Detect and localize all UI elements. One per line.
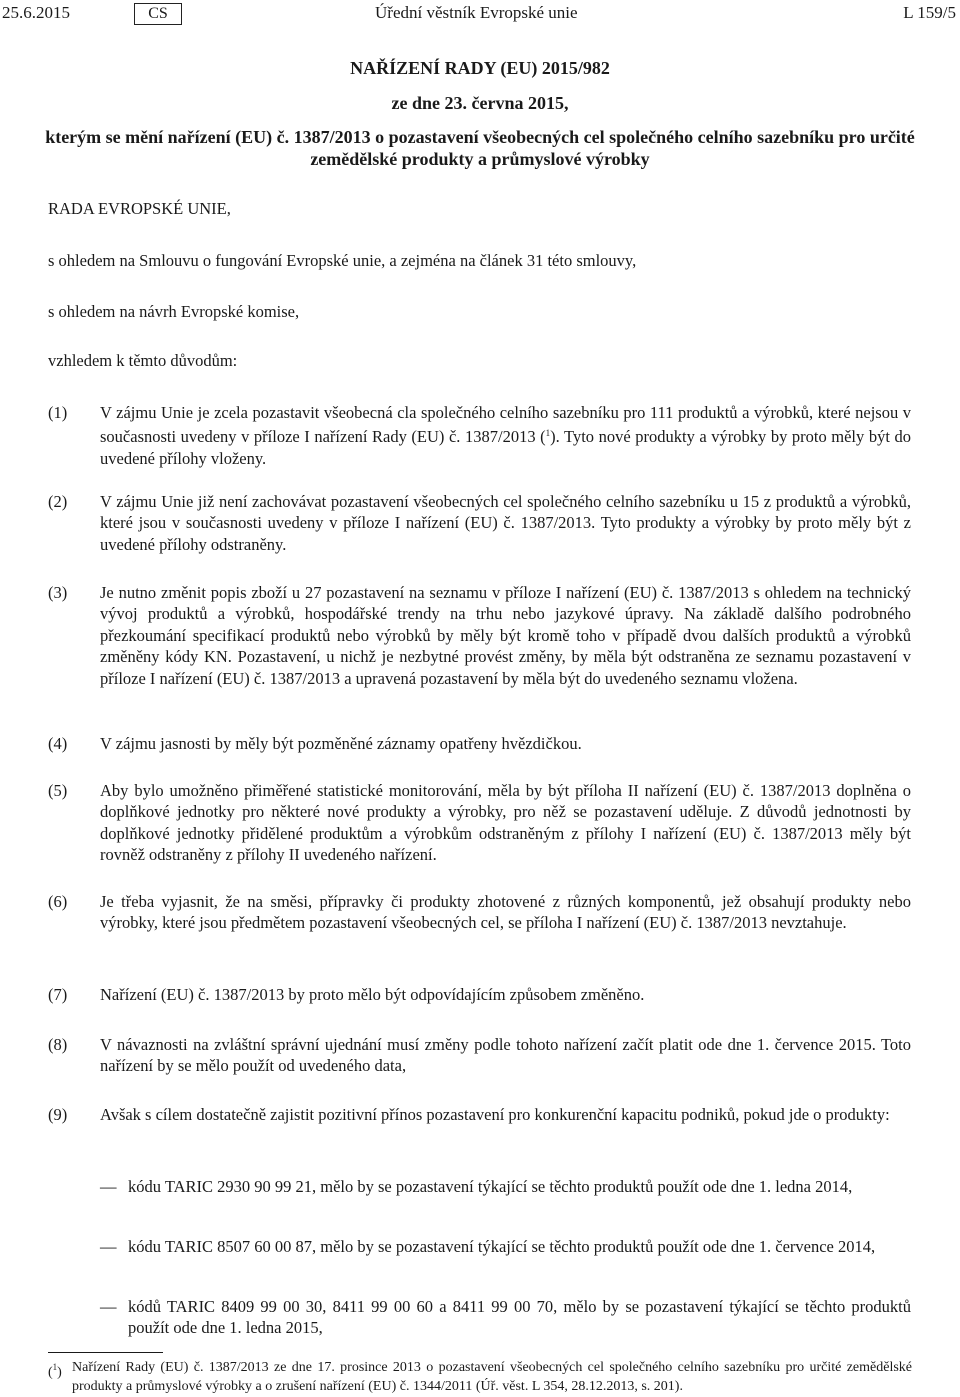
recital-number: (2) (48, 492, 68, 511)
list-item-text: kódu TARIC 8507 60 00 87, mělo by se pozastavení týkající se těchto produktů použít ode dne 1. července 2014, (128, 1237, 876, 1256)
page-header (0, 0, 960, 28)
recital-number: (7) (48, 985, 68, 1004)
regulation-date: ze dne 23. června 2015, (391, 93, 569, 113)
regulation-subject: kterým se mění nařízení (EU) č. 1387/2013 o pozastavení všeobecných cel společného celního sazebníku pro určité zemědělské produkty a průmyslové výrobky (45, 127, 915, 169)
preamble-proposal: s ohledem na návrh Evropské komise, (48, 302, 300, 321)
dash-bullet: — (100, 1297, 117, 1316)
recital-number: (3) (48, 583, 68, 602)
recital-text: V zájmu Unie je zcela pozastavit všeobecná cla společného celního sazebníku pro 111 produktů a výrobků, které nejsou v současnosti uvedeny v příloze I nařízení Rady (EU) č. 1387/2013 ($^1$). Tyto nové produkty a výrobky by proto měly být do uvedené přílohy vloženy. (100, 403, 911, 468)
recital-number: (9) (48, 1105, 68, 1124)
footnote-marker: ($^1$) (48, 1362, 62, 1380)
preamble-council: RADA EVROPSKÉ UNIE, (48, 199, 231, 218)
recital-text: V zájmu jasnosti by měly být pozměněné záznamy opatřeny hvězdičkou. (100, 734, 582, 753)
recital-text: V návaznosti na zvláštní správní ujednání musí změny podle tohoto nařízení začít platit ode dne 1. července 2015. Toto nařízení by se mělo použít od uvedeného data, (100, 1035, 911, 1076)
recital-number: (5) (48, 781, 68, 800)
footnote-separator (48, 1352, 163, 1353)
regulation-number: NAŘÍZENÍ RADY (EU) 2015/982 (350, 58, 610, 78)
preamble-treaty: s ohledem na Smlouvu o fungování Evropské unie, a zejména na článek 31 této smlouvy, (48, 251, 637, 270)
recital-number: (1) (48, 403, 68, 422)
header-date: 25.6.2015 (2, 3, 70, 22)
language-code-box: CS (134, 3, 182, 25)
journal-title: Úřední věstník Evropské unie (375, 3, 578, 22)
page-number: L 159/5 (903, 3, 956, 22)
preamble-whereas: vzhledem k těmto důvodům: (48, 351, 238, 370)
recital-text: Je třeba vyjasnit, že na směsi, přípravky či produkty zhotovené z různých komponentů, jež obsahují produkty nebo výrobky, které jsou předmětem pozastavení všeobecných cel, se příloha I nařízení (EU) č. 1387/2013 nevztahuje. (100, 892, 911, 933)
dash-bullet: — (100, 1237, 117, 1256)
recital-number: (4) (48, 734, 68, 753)
recital-text: V zájmu Unie již není zachovávat pozastavení všeobecných cel společného celního sazebníku u 15 z produktů a výrobků, které jsou v současnosti uvedeny v příloze I nařízení (EU) č. 1387/2013. Tyto produkty a výrobky by proto měly být z uvedené přílohy odstraněny. (100, 492, 911, 554)
recital-text: Avšak s cílem dostatečně zajistit pozitivní přínos pozastavení pro konkurenční kapacitu podniků, pokud jde o produkty: (100, 1105, 890, 1124)
recital-text: Aby bylo umožněno přiměřené statistické monitorování, měla by být příloha II nařízení (EU) č. 1387/2013 doplněna o doplňkové jednotky pro některé nové produkty a výrobky, pro něž se pozastavení uděluje. Z důvodů jednotnosti by doplňkové jednotky přidělené produktům a výrobkům odstraněným z přílohy I nařízení (EU) č. 1387/2013 měly být rovněž odstraněny z přílohy II uvedeného nařízení. (100, 781, 911, 865)
footnote-text: Nařízení Rady (EU) č. 1387/2013 ze dne 17. prosince 2013 o pozastavení všeobecných cel společného celního sazebníku pro určité zemědělské produkty a průmyslové výrobky a o zrušení nařízení (EU) č. 1344/2011 (Úř. věst. L 354, 28.12.2013, s. 201). (72, 1360, 912, 1394)
recital-text: Je nutno změnit popis zboží u 27 pozastavení na seznamu v příloze I nařízení (EU) č. 1387/2013 s ohledem na technický vývoj produktů a výrobků, hospodářské trendy na trhu nebo jazykové úpravy. Na základě dalšího podrobného přezkoumání specifikací produktů nebo výrobků by měly být kromě toho v případě dvou dalších produktů a výrobků změněny kódy KN. Pozastavení, u nichž je nezbytné provést změny, by měla být odstraněna ze seznamu pozastavení v příloze I nařízení (EU) č. 1387/2013 a upravená pozastavení by měla být do uvedeného seznamu vložena. (100, 583, 911, 688)
list-item-text: kódů TARIC 8409 99 00 30, 8411 99 00 60 a 8411 99 00 70, mělo by se pozastavení týkající se těchto produktů použít ode dne 1. ledna 2015, (128, 1297, 911, 1338)
recital-number: (6) (48, 892, 68, 911)
recital-number: (8) (48, 1035, 68, 1054)
recital-text: Nařízení (EU) č. 1387/2013 by proto mělo být odpovídajícím způsobem změněno. (100, 985, 645, 1004)
footnote-reference[interactable]: 1 (545, 428, 551, 439)
dash-bullet: — (100, 1177, 117, 1196)
list-item-text: kódu TARIC 2930 90 99 21, mělo by se pozastavení týkající se těchto produktů použít ode dne 1. ledna 2014, (128, 1177, 853, 1196)
